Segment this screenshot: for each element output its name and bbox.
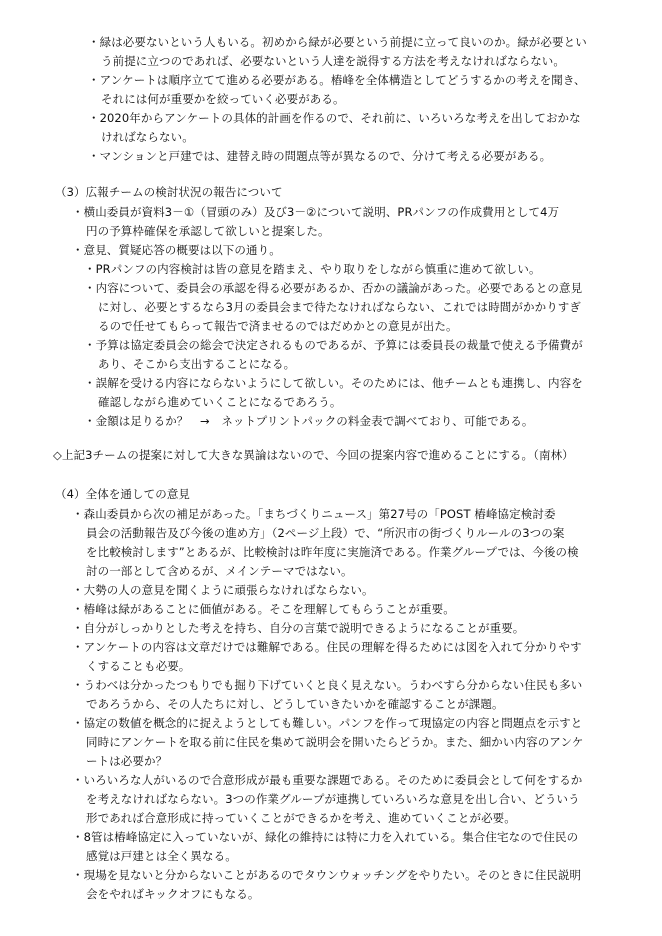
list-item: 員会の活動報告及び今後の進め方」（2ページ上段）で、“所沢市の街づくりルールの3つの案	[86, 526, 565, 540]
list-item: 感覚は戸建とは全く異なる。	[86, 849, 237, 863]
list-item: ければならない。	[101, 130, 194, 144]
list-item: ・樁峰は緑があることに価値がある。そこを理解してもらうことが重要。	[72, 602, 455, 616]
list-item: 同時にアンケートを取る前に住民を集めて説明会を開いたらどうか。また、細かい内容のアンケ	[86, 735, 584, 749]
list-item: くすることも必要。	[86, 659, 191, 673]
list-item: ・予算は協定委員会の総会で決定されるものであるが、予算には委員長の裁量で使える予備費が	[84, 338, 583, 352]
summary-note: ◇上記3チームの提案に対して大きな異論はないので、今回の提案内容で進めることにする。（南林）	[53, 448, 574, 462]
list-item: ・PRパンフの内容検討は皆の意見を踏まえ、やり取りをしながら慎重に進めて欲しい。	[84, 262, 541, 276]
list-item: ートは必要か？	[86, 754, 168, 768]
list-item: ・大勢の人の意見を聞くように頑張らなければならない。	[72, 583, 374, 597]
list-item: ・協定の数値を概念的に捉えようとしても難しい。パンフを作って現協定の内容と問題点を示すと	[72, 716, 583, 730]
list-item: ・内容について、委員会の承認を得る必要があるか、否かの議論があった。必要であるとの意見	[84, 281, 583, 295]
list-item: ・横山委員が資料3－①（冒頭のみ）及び3－②について説明、PRパンフの作成費用として4万	[72, 205, 560, 219]
list-item: 形であれば合意形成に持っていくことができるかを考え、進めていくことが必要。	[86, 811, 516, 825]
list-item: 会をやればキックオフにもなる。	[86, 887, 260, 901]
list-item: ・8管は樁峰協定に入っていないが、緑化の維持には特に力を入れている。集合住宅なので住民の	[72, 830, 579, 844]
section-heading: （3）広報チームの検討状況の報告について	[55, 185, 283, 199]
list-item: 討の一部として含めるが、メインテーマではない。	[86, 564, 353, 578]
list-item: ・現場を見ないと分からないことがあるのでタウンウォッチングをやりたい。そのときに住民説明	[72, 868, 582, 882]
list-item: あり、そこから支出することになる。	[98, 357, 296, 371]
list-item: ・意見、質疑応答の概要は以下の通り。	[72, 243, 281, 257]
list-item: であろうから、その人たちに対し、どうしていきたいかを確認することが課題。	[86, 697, 504, 711]
list-item: るので任せてもらって報告で済ませるのではだめかとの意見が出た。	[98, 319, 458, 333]
list-item: ・いろいろな人がいるので合意形成が最も重要な課題である。そのために委員会として何をするか	[72, 773, 583, 787]
list-item: ・アンケートは順序立てて進める必要がある。樁峰を全体構造としてどうするかの考えを聞き、	[88, 73, 586, 87]
list-item: を考えなければならない。3つの作業グループが連携していろいろな意見を出し合い、どういう	[86, 792, 580, 806]
list-item: ・自分がしっかりとした考えを持ち、自分の言葉で説明できるようになることが重要。	[72, 621, 525, 635]
list-item: ・森山委員から次の補足があった。「まちづくりニュース」第27号の「POST 樁峰協定検討委	[72, 507, 556, 521]
list-item: ・アンケートの内容は文章だけでは難解である。住民の理解を得るためには図を入れて分かりやす	[72, 640, 582, 654]
section-heading: （4）全体を通しての意見	[55, 487, 191, 501]
list-item: を比較検討します”とあるが、比較検討は昨年度に実施済である。作業グループでは、今後の検	[86, 545, 579, 559]
list-item: ・マンションと戸建では、建替え時の問題点等が異なるので、分けて考える必要がある。	[88, 149, 552, 163]
list-item: 円の予算枠確保を承認して欲しいと提案した。	[86, 224, 330, 238]
list-item: ・うわべは分かったつもりでも掘り下げていくと良く見えない。うわべすら分からない住民も多い	[72, 678, 583, 692]
list-item: ・誤解を受ける内容にならないようにして欲しい。そのためには、他チームとも連携し、内容を	[84, 376, 583, 390]
list-item: ・金額は足りるか？ → ネットプリントパックの料金表で調べており、可能である。	[84, 414, 534, 428]
list-item: に対し、必要とするなら3月の委員会まで待たなければならない、これでは時間がかかりすぎ	[98, 300, 582, 314]
list-item: ・2020年からアンケートの具体的計画を作るので、それ前に、いろいろな考えを出しておかな	[88, 111, 581, 125]
list-item: う前提に立つのであれば、必要ないという人達を説得する方法を考えなければならない。	[101, 54, 565, 68]
list-item: ・緑は必要ないという人もいる。初めから緑が必要という前提に立って良いのか。緑が必要とい	[88, 35, 587, 49]
list-item: それには何が重要かを絞っていく必要がある。	[101, 92, 345, 106]
list-item: 確認しながら進めていくことになるであろう。	[98, 395, 342, 409]
